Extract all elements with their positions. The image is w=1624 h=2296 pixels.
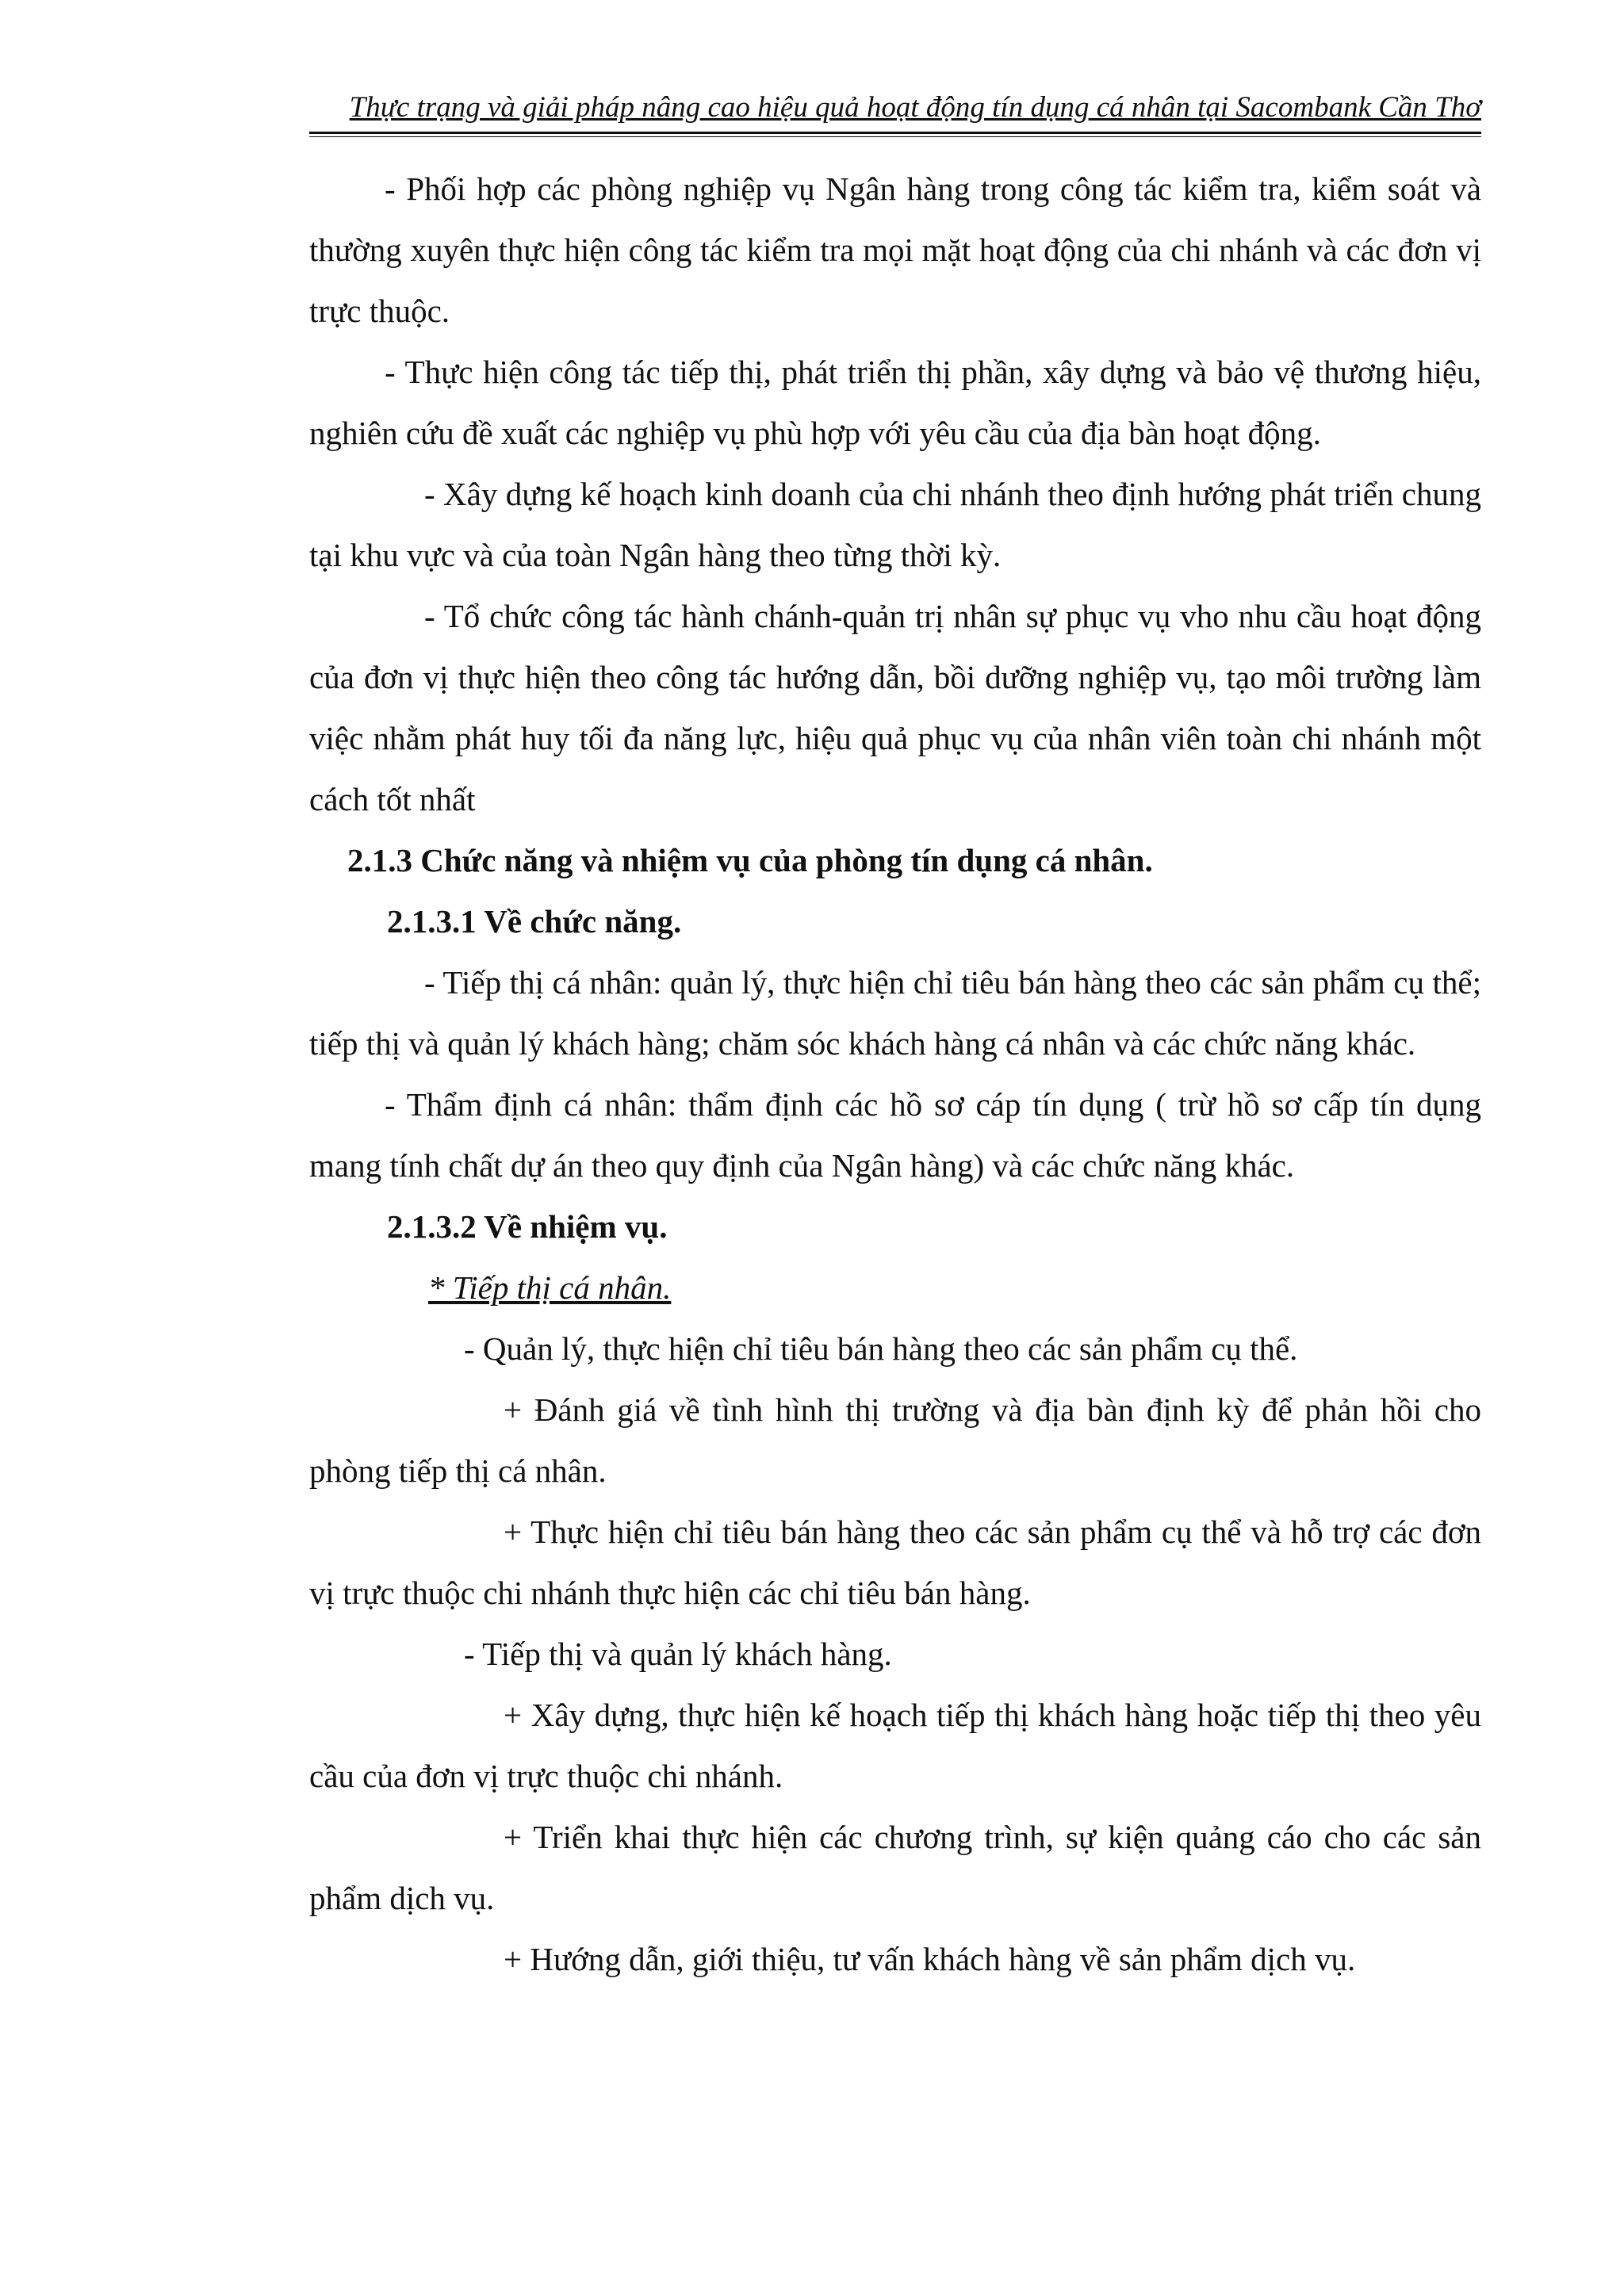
list-subitem-market-assessment: + Đánh giá về tình hình thị trường và địa bàn định kỳ để phản hồi cho phòng tiếp thị cá nhân. [309,1391,1481,1489]
section-heading-2-1-3: 2.1.3 Chức năng và nhiệm vụ của phòng tín dụng cá nhân. [347,842,1153,878]
paragraph-personal-appraisal-function: - Thẩm định cá nhân: thẩm định các hồ sơ cáp tín dụng ( trừ hồ sơ cấp tín dụng mang tính chất dự án theo quy định của Ngân hàng) và các chức năng khác. [309,1086,1481,1184]
list-subitem-sales-support: + Thực hiện chỉ tiêu bán hàng theo các sản phẩm cụ thể và hỗ trợ các đơn vị trực thuộc chi nhánh thực hiện các chỉ tiêu bán hàng. [309,1513,1481,1611]
paragraph-personal-marketing-function: - Tiếp thị cá nhân: quản lý, thực hiện chỉ tiêu bán hàng theo các sản phẩm cụ thể; tiếp thị và quản lý khách hàng; chăm sóc khách hàng cá nhân và các chức năng khác. [309,964,1481,1062]
paragraph-marketing: - Thực hiện công tác tiếp thị, phát triển thị phần, xây dựng và bảo vệ thương hiệu, nghiên cứu đề xuất các nghiệp vụ phù hợp với yêu cầu của địa bàn hoạt động. [309,354,1481,451]
list-item-customer-management: - Tiếp thị và quản lý khách hàng. [464,1636,892,1672]
list-subitem-promotion-programs: + Triển khai thực hiện các chương trình, sự kiện quảng cáo cho các sản phẩm dịch vụ. [309,1819,1481,1916]
section-heading-2-1-3-2: 2.1.3.2 Về nhiệm vụ. [387,1208,668,1245]
section-heading-2-1-3-1: 2.1.3.1 Về chức năng. [387,903,682,939]
page-header [309,89,1481,137]
list-item-sales-targets: - Quản lý, thực hiện chỉ tiêu bán hàng theo các sản phẩm cụ thể. [464,1330,1298,1367]
header-title: Thực trạng và giải pháp nâng cao hiệu quả hoạt động tín dụng cá nhân tại Sacombank Cần Thơ [349,91,1481,124]
subheading-personal-marketing [309,1257,1481,1318]
paragraph-coordination: - Phối hợp các phòng nghiệp vụ Ngân hàng trong công tác kiểm tra, kiểm soát và thường xuyên thực hiện công tác kiểm tra mọi mặt hoạt động của chi nhánh và các đơn vị trực thuộc. [309,170,1481,329]
document-body [309,159,1481,1990]
list-subitem-marketing-plan: + Xây dựng, thực hiện kế hoạch tiếp thị khách hàng hoặc tiếp thị theo yêu cầu của đơn vị trực thuộc chi nhánh. [309,1697,1481,1794]
paragraph-administration: - Tổ chức công tác hành chánh-quản trị nhân sự phục vụ vho nhu cầu hoạt động của đơn vị thực hiện theo công tác hướng dẫn, bồi dưỡng nghiệp vụ, tạo môi trường làm việc nhằm phát huy tối đa năng lực, hiệu quả phục vụ của nhân viên toàn chi nhánh một cách tốt nhất [309,598,1481,817]
header-rule [309,132,1481,137]
list-subitem-customer-consulting: + Hướng dẫn, giới thiệu, tư vấn khách hàng về sản phẩm dịch vụ. [504,1941,1356,1977]
subheading-personal-marketing-text: * Tiếp thị cá nhân. [428,1269,672,1306]
paragraph-business-plan: - Xây dựng kế hoạch kinh doanh của chi nhánh theo định hướng phát triển chung tại khu vực và của toàn Ngân hàng theo từng thời kỳ. [309,476,1481,573]
